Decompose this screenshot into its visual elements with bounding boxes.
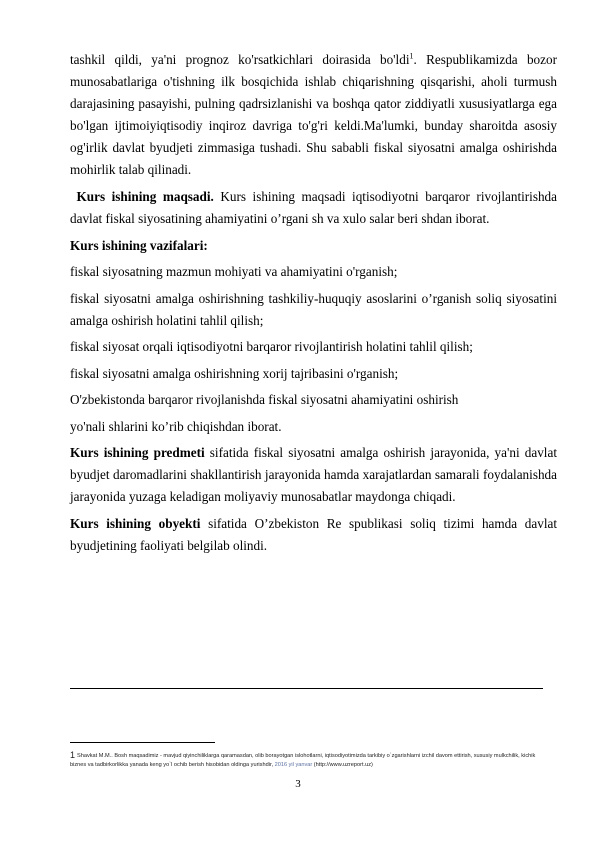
subject-paragraph [70,442,557,508]
horizontal-rule [70,688,543,689]
goal-text: Kurs ishining maqsadi iqtisodiyotni barqaror rivojlantirishda davlat fiskal siyosatining ahamiyatini o’rgani sh va xulo salar beri shdan iborat. [70,188,557,227]
subject-text: sifatida fiskal siyosatni amalga oshirish jarayonida, ya'ni davlat byudjet daromadlarini shakllantirish jarayonida hamda xarajatlardan samarali foydalanishda jarayonida yuzaga keladigan moliyaviy munosabatlar maydonga chiqadi. [70,445,557,505]
tasks-heading: Kurs ishining vazifalari: [70,237,208,253]
object-text: sifatida O’zbekiston Re spublikasi soliq tizimi hamda davlat byudjetining faoliyati belgilab olindi. [70,515,558,553]
footnote-date: 2016 yil yanvar [274,761,313,768]
task-item: yo'nali shlarini ko’rib chiqishdan iborat. [70,418,282,434]
footnote-number: 1 [70,750,76,760]
task-item: fiskal siyosatni amalga oshirishning xorij tajribasini o'rganish; [70,365,399,381]
subject-heading: Kurs ishining predmeti [70,445,205,461]
footnote-source[interactable]: (http://www.uzreport.uz) [312,761,373,768]
object-paragraph [70,513,557,557]
page-content [70,49,557,561]
goal-paragraph [70,186,557,230]
task-item: O'zbekistonda barqaror rivojlanishda fiskal siyosatni ahamiyatini oshirish [70,392,459,408]
footnote-separator [70,742,215,743]
footnote [70,751,548,769]
object-heading: Kurs ishining obyekti [70,515,201,531]
footnote-reference[interactable]: 1 [409,51,414,61]
task-item: fiskal siyosat orqali iqtisodiyotni barqaror rivojlantirish holatini tahlil qilish; [70,339,473,355]
page-number: 3 [295,778,301,790]
intro-text: tashkil qildi, ya'ni prognoz ko'rsatkichlari doirasida bo'ldi [70,52,410,67]
intro-text-rest: . Respublikamizda bozor munosabatlariga o'tishning ilk bosqichida ishlab chiqarishning qisqarishi, aholi turmush darajasining pasayishi, pulning qadrsizlanishi va boshqa qator ziddiyatli xususiyatlarga ega bo'lgan ijtimoiyiqtisodiy inqiroz davriga to'g'ri keldi.Ma'lumki, bunday sharoitda asosiy og'irlik davlat byudjeti zimmasiga tushadi. Shu sababli fiskal siyosatni amalga oshirishda mohirlik talab qilinadi. [70,52,557,178]
intro-paragraph [70,49,557,182]
footnote-text: Shavkat M.M.. Bosh maqsadimiz - mavjud qiyinchiliklarga qaramasdan, olib borayotgan islohotlarni, iqtisodiyotimizda tarkibiy o`zgarishlarni izchil davom ettirish, xususiy mulkchilik, kichik biznes va tadbirkorlikka yanada keng yo`l ochib berish hisobidan oldinga yurishdir, [70,753,536,768]
task-item: fiskal siyosatning mazmun mohiyati va ahamiyatini o'rganish; [70,264,398,280]
goal-heading: Kurs ishining maqsadi. [76,188,214,204]
task-item: fiskal siyosatni amalga oshirishning tashkiliy-huquqiy asoslarini o’rganish soliq siyosatini amalga oshirish holatini tahlil qilish; [70,290,557,328]
